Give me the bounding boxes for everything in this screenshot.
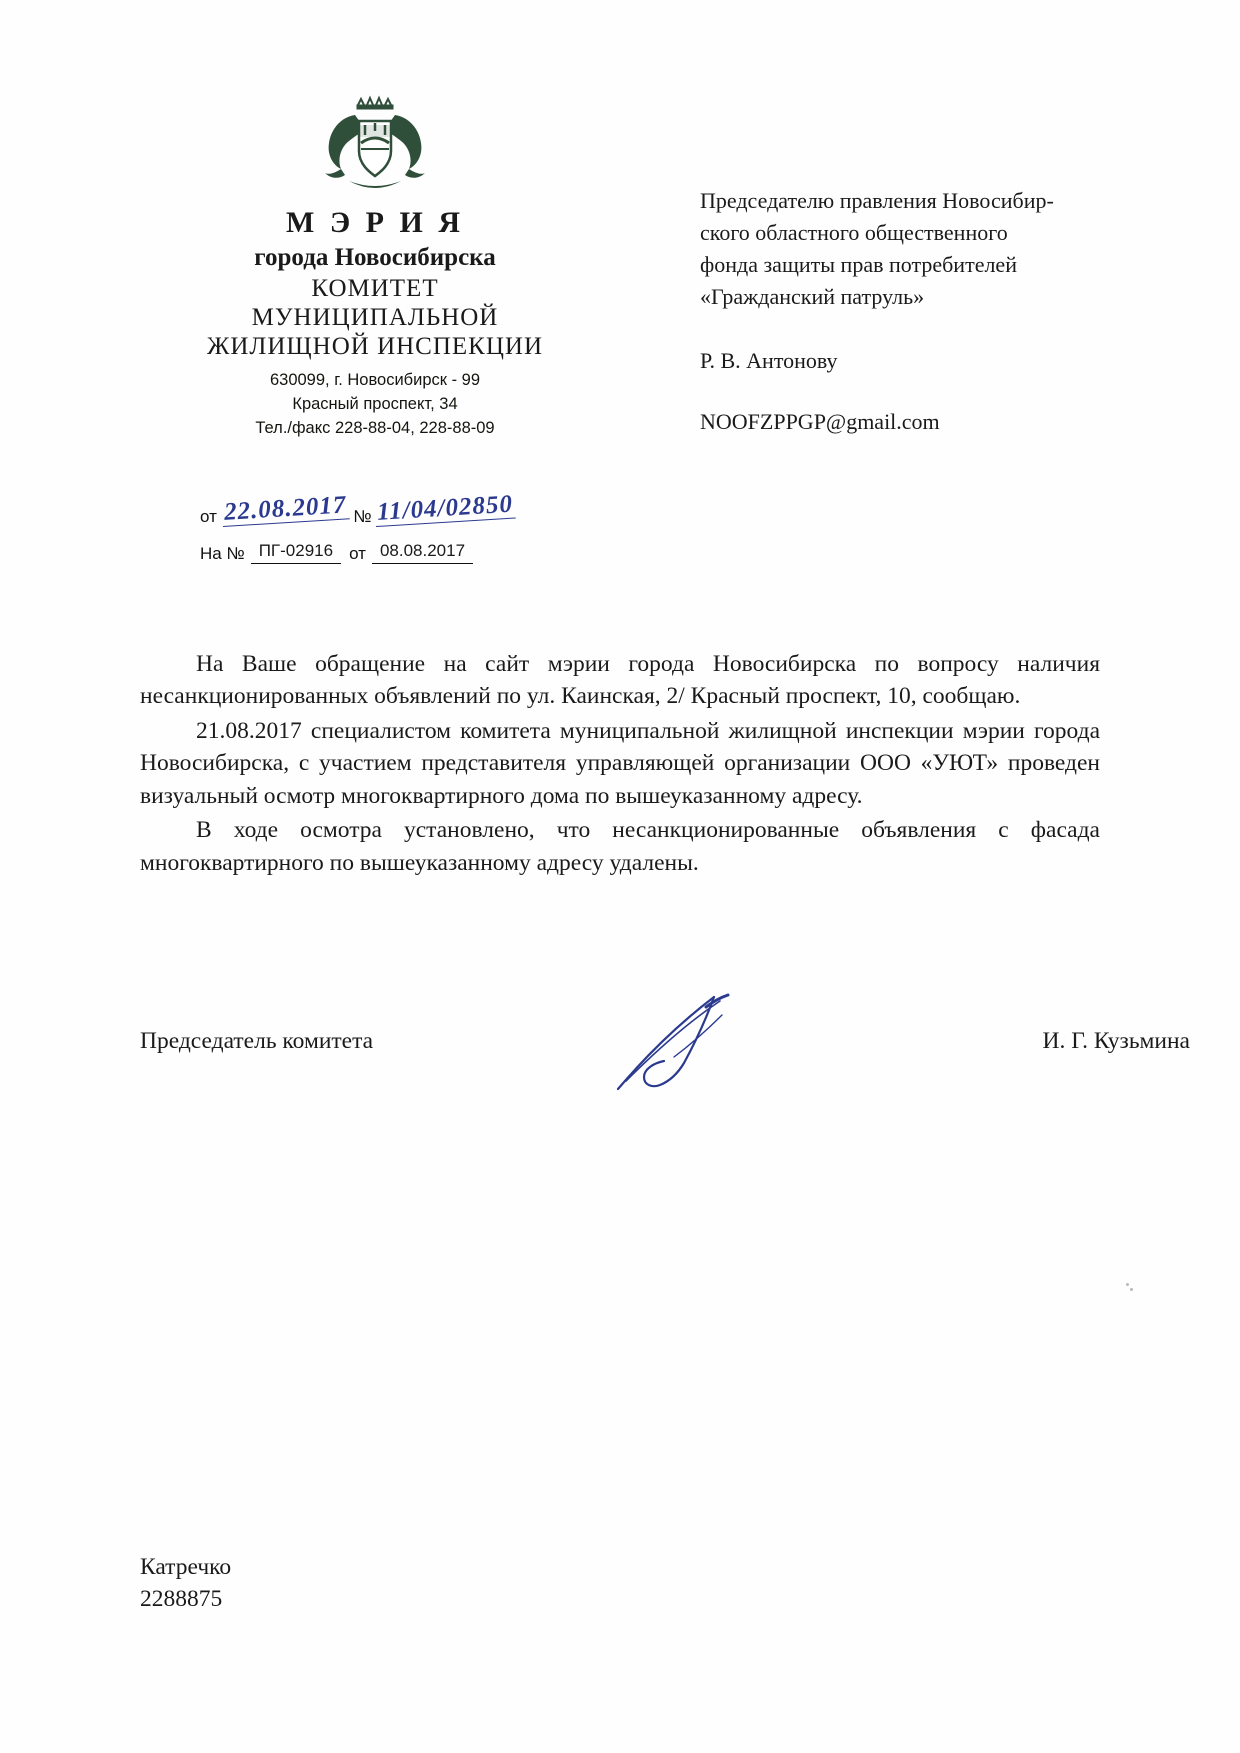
letterhead xyxy=(160,95,590,441)
body-paragraph-2: 21.08.2017 специалистом комитета муниципальной жилищной инспекции мэрии города Новосибирска, с участием представителя управляющей организации ООО «УЮТ» проведен визуальный осмотр многоквартирного дома по вышеуказанному адресу. xyxy=(140,717,1100,809)
body-paragraph-3: В ходе осмотра установлено, что несанкционированные объявления с фасада многоквартирного по вышеуказанному адресу удалены. xyxy=(140,817,1100,876)
registration-date-row xyxy=(200,490,620,527)
addressee-email: NOOFZPPGP@gmail.com xyxy=(700,409,940,435)
scan-speck xyxy=(1130,1288,1133,1291)
org-committee-line3: ЖИЛИЩНОЙ ИНСПЕКЦИИ xyxy=(206,333,544,360)
reply-date-label: от xyxy=(349,544,366,563)
org-address xyxy=(160,369,590,441)
body-paragraph-1: На Ваше обращение на сайт мэрии города Новосибирска по вопросу наличия несанкционированных объявлений по ул. Каинская, 2/ Красный проспект, 10, сообщаю. xyxy=(140,651,1100,710)
registration-block xyxy=(200,490,620,564)
org-name-city: города Новосибирска xyxy=(254,244,496,271)
addressee-line-3: фонда защиты прав потребителей xyxy=(700,251,1017,277)
signatory-position: Председатель комитета xyxy=(140,1028,374,1054)
addressee-block xyxy=(700,185,1140,438)
executor-name: Катречко xyxy=(140,1554,232,1580)
executor-phone: 2288875 xyxy=(140,1585,223,1612)
addressee-line-4: «Гражданский патруль» xyxy=(700,283,925,309)
date-label: от xyxy=(200,507,217,526)
number-label: № xyxy=(353,507,372,526)
addressee-line-1: Председателю правления Новосибир- xyxy=(700,188,1054,213)
reply-number-value: ПГ-02916 xyxy=(251,541,341,564)
addressee-line-2: ского областного общественного xyxy=(700,219,1008,245)
address-line-1: 630099, г. Новосибирск - 99 xyxy=(269,371,481,389)
novosibirsk-coat-of-arms-icon xyxy=(315,95,435,200)
signatory-name: И. Г. Кузьмина xyxy=(1042,1028,1190,1054)
signature-row xyxy=(140,1028,1190,1055)
org-committee-line2: МУНИЦИПАЛЬНОЙ xyxy=(251,304,499,331)
address-line-2: Красный проспект, 34 xyxy=(292,394,458,413)
letter-body xyxy=(140,648,1100,881)
scan-speck xyxy=(1126,1283,1129,1286)
date-value-handwritten: 22.08.2017 xyxy=(221,492,349,527)
address-line-3: Тел./факс 228-88-04, 228-88-09 xyxy=(255,418,495,437)
addressee-person: Р. В. Антонову xyxy=(700,347,838,373)
number-value-handwritten: 11/04/02850 xyxy=(374,492,515,527)
org-name-meria: М Э Р И Я xyxy=(286,206,464,239)
reply-label: На № xyxy=(200,544,245,563)
reply-date-value: 08.08.2017 xyxy=(372,541,473,564)
org-committee-line1: КОМИТЕТ xyxy=(311,275,439,302)
reply-reference-row xyxy=(200,541,620,564)
executor-block xyxy=(140,1552,231,1615)
